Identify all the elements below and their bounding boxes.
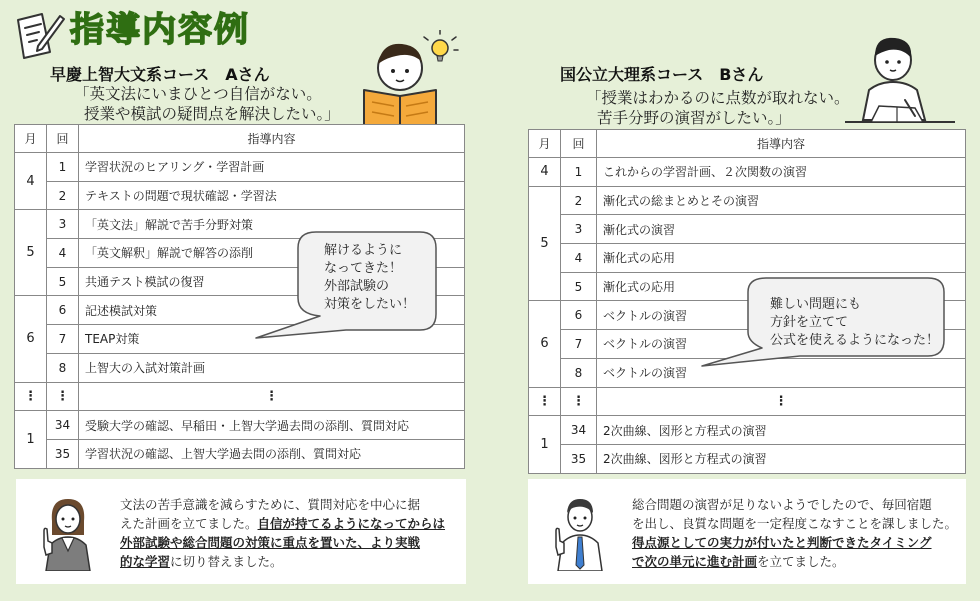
content-cell: 漸化式の演習 bbox=[597, 215, 966, 244]
table-header-row bbox=[15, 125, 465, 153]
student-reading-book-icon bbox=[360, 30, 470, 134]
bubble-a-line1: 解けるように bbox=[324, 243, 403, 258]
content-cell: 学習状況のヒアリング・学習計画 bbox=[79, 153, 465, 182]
session-cell: 7 bbox=[561, 330, 597, 359]
content-cell: 「英文解釈」解説で解答の添削 bbox=[79, 239, 465, 268]
content-cell: テキストの問題で現状確認・学習法 bbox=[79, 181, 465, 210]
session-cell: 6 bbox=[561, 301, 597, 330]
month-cell: 1 bbox=[529, 416, 561, 473]
bubble-b-line1: 難しい問題にも bbox=[770, 297, 862, 312]
session-cell: 2 bbox=[561, 186, 597, 215]
table-row bbox=[529, 186, 966, 215]
month-cell: 6 bbox=[529, 301, 561, 387]
session-cell: 3 bbox=[561, 215, 597, 244]
session-cell: 8 bbox=[47, 353, 79, 382]
month-cell: 5 bbox=[15, 210, 47, 296]
content-cell: 漸化式の応用 bbox=[597, 272, 966, 301]
session-cell: 34 bbox=[47, 411, 79, 440]
month-cell: ⋮ bbox=[15, 382, 47, 411]
comment-a-line4-emphasis: 的な学習 bbox=[120, 554, 171, 569]
session-cell: 5 bbox=[47, 267, 79, 296]
content-cell: 共通テスト模試の復習 bbox=[79, 267, 465, 296]
table-row bbox=[529, 244, 966, 273]
session-cell: 4 bbox=[47, 239, 79, 268]
month-cell: 1 bbox=[15, 411, 47, 468]
teacher-woman-icon bbox=[38, 491, 98, 571]
content-cell: 学習状況の確認、上智大学過去問の添削、質問対応 bbox=[79, 439, 465, 468]
table-row bbox=[15, 411, 465, 440]
quote-a-line2: 授業や模試の疑問点を解決したい。」 bbox=[84, 105, 340, 123]
content-cell: 漸化式の応用 bbox=[597, 244, 966, 273]
month-cell: 6 bbox=[15, 296, 47, 382]
column-header-session: 回 bbox=[47, 125, 79, 153]
comment-b-line4-emphasis: で次の単元に進む計画 bbox=[632, 554, 758, 569]
page-title: 指導内容例 bbox=[70, 10, 250, 50]
comment-b-line2: を出し、良質な問題を一定程度こなすことを課しました。 bbox=[632, 516, 958, 531]
session-cell: 35 bbox=[47, 439, 79, 468]
comment-b-line4-plain: を立てました。 bbox=[757, 554, 845, 569]
bubble-a-line4: 対策をしたい！ bbox=[324, 297, 416, 312]
speech-bubble-a bbox=[250, 230, 440, 342]
comment-a-line2-plain: えた計画を立てました。 bbox=[120, 516, 258, 531]
teacher-man-icon bbox=[550, 491, 610, 571]
month-cell: 5 bbox=[529, 186, 561, 301]
session-cell: 4 bbox=[561, 244, 597, 273]
bubble-a-line2: なってきた！ bbox=[324, 261, 403, 276]
table-row bbox=[15, 439, 465, 468]
quote-a-line1: 「英文法にいまひとつ自信がない。 bbox=[74, 85, 322, 103]
column-header-month: 月 bbox=[529, 130, 561, 158]
table-header-row bbox=[529, 130, 966, 158]
content-cell: ⋮ bbox=[79, 382, 465, 411]
content-cell: ベクトルの演習 bbox=[597, 358, 966, 387]
table-row bbox=[15, 353, 465, 382]
content-cell: TEAP対策 bbox=[79, 325, 465, 354]
content-cell: 記述模試対策 bbox=[79, 296, 465, 325]
session-cell: 5 bbox=[561, 272, 597, 301]
table-row bbox=[529, 215, 966, 244]
bubble-a-line3: 外部試験の bbox=[324, 279, 390, 294]
content-cell: 2次曲線、図形と方程式の演習 bbox=[597, 416, 966, 445]
session-cell: ⋮ bbox=[47, 382, 79, 411]
session-cell: 34 bbox=[561, 416, 597, 445]
comment-a-line3-emphasis: 外部試験や総合問題の対策に重点を置いた、より実戦 bbox=[120, 535, 421, 550]
session-cell: 1 bbox=[561, 158, 597, 187]
teacher-comment-box-a bbox=[16, 479, 466, 584]
course-title-a: 早慶上智大文系コース Aさん bbox=[50, 65, 270, 84]
table-row bbox=[529, 416, 966, 445]
column-header-content: 指導内容 bbox=[79, 125, 465, 153]
content-cell: これからの学習計画、２次関数の演習 bbox=[597, 158, 966, 187]
quote-b-line1: 「授業はわかるのに点数が取れない。 bbox=[586, 89, 850, 107]
session-cell: 2 bbox=[47, 181, 79, 210]
session-cell: 7 bbox=[47, 325, 79, 354]
comment-a-line4-plain: に切り替えました。 bbox=[170, 554, 283, 569]
content-cell: 上智大の入試対策計画 bbox=[79, 353, 465, 382]
content-cell: 「英文法」解説で苦手分野対策 bbox=[79, 210, 465, 239]
column-header-month: 月 bbox=[15, 125, 47, 153]
bubble-b-line2: 方針を立てて bbox=[770, 315, 849, 330]
content-cell: 漸化式の総まとめとその演習 bbox=[597, 186, 966, 215]
comment-b-line1: 総合問題の演習が足りないようでしたので、毎回宿題 bbox=[632, 497, 932, 512]
document-edit-icon bbox=[8, 6, 66, 62]
quote-b-line2: 苦手分野の演習がしたい。」 bbox=[597, 109, 791, 127]
teacher-comment-box-b bbox=[528, 479, 966, 584]
comment-b-line3-emphasis: 得点源としての実力が付いたと判断できたタイミング bbox=[632, 535, 932, 550]
table-row bbox=[15, 181, 465, 210]
session-cell: 1 bbox=[47, 153, 79, 182]
table-row-ellipsis bbox=[15, 382, 465, 411]
month-cell: 4 bbox=[15, 153, 47, 210]
course-title-b: 国公立大理系コース Bさん bbox=[560, 65, 764, 84]
session-cell: 3 bbox=[47, 210, 79, 239]
table-row-ellipsis bbox=[529, 387, 966, 416]
table-row bbox=[15, 153, 465, 182]
content-cell: 受験大学の確認、早稲田・上智大学過去問の添削、質問対応 bbox=[79, 411, 465, 440]
column-header-content: 指導内容 bbox=[597, 130, 966, 158]
content-cell: ベクトルの演習 bbox=[597, 330, 966, 359]
content-cell: ベクトルの演習 bbox=[597, 301, 966, 330]
bubble-b-line3: 公式を使えるようになった！ bbox=[770, 333, 940, 348]
session-cell: 8 bbox=[561, 358, 597, 387]
content-cell: ⋮ bbox=[597, 387, 966, 416]
session-cell: 35 bbox=[561, 444, 597, 473]
month-cell: ⋮ bbox=[529, 387, 561, 416]
month-cell: 4 bbox=[529, 158, 561, 187]
content-cell: 2次曲線、図形と方程式の演習 bbox=[597, 444, 966, 473]
column-header-session: 回 bbox=[561, 130, 597, 158]
table-row bbox=[529, 158, 966, 187]
speech-bubble-b bbox=[700, 276, 950, 370]
table-row bbox=[529, 444, 966, 473]
session-cell: 6 bbox=[47, 296, 79, 325]
comment-a-line2-emphasis: 自信が持てるようになってからは bbox=[257, 516, 446, 531]
comment-a-line1: 文法の苦手意識を減らすために、質問対応を中心に据 bbox=[120, 497, 421, 512]
session-cell: ⋮ bbox=[561, 387, 597, 416]
